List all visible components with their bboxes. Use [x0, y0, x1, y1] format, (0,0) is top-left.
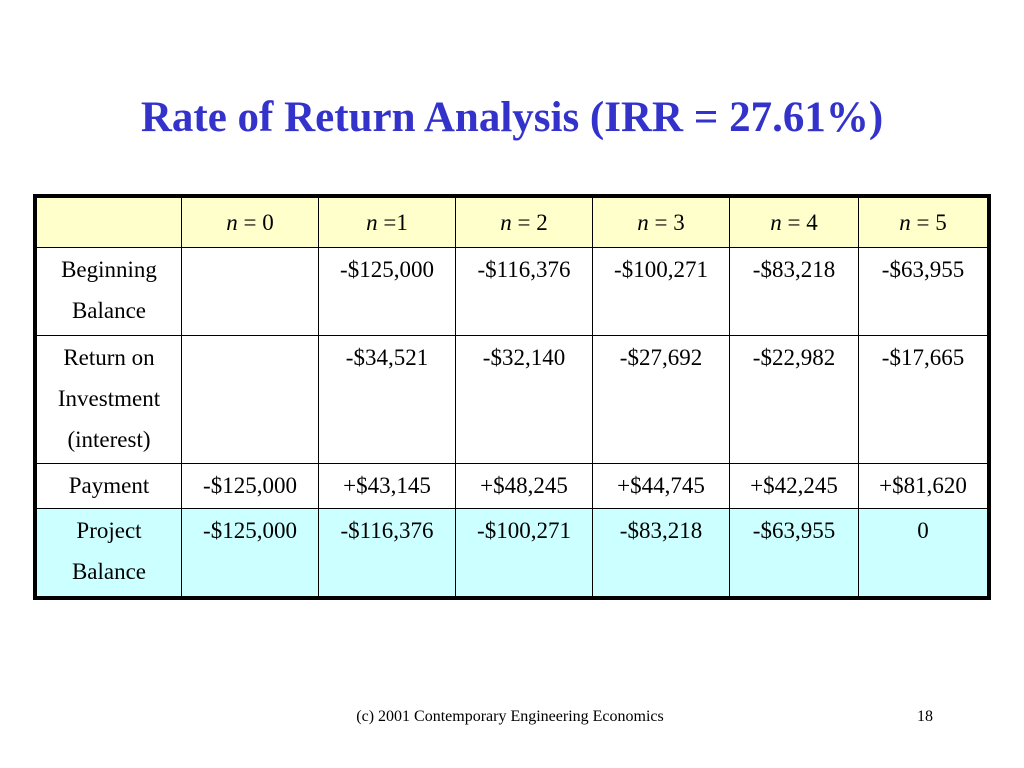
table-cell: -$116,376 — [456, 248, 593, 336]
table-header-row — [37, 198, 988, 248]
table-cell: +$44,745 — [593, 464, 730, 509]
row-label-return-on-investment: Return on Investment (interest) — [37, 336, 182, 464]
row-label-payment: Payment — [37, 464, 182, 509]
table-cell: 0 — [859, 509, 988, 597]
table-row-beginning-balance — [37, 248, 988, 336]
header-period-2: n = 2 — [456, 198, 593, 248]
header-period-5: n = 5 — [859, 198, 988, 248]
rate-of-return-table-frame — [33, 194, 991, 600]
table-cell: -$32,140 — [456, 336, 593, 464]
table-cell: -$22,982 — [730, 336, 859, 464]
header-period-4: n = 4 — [730, 198, 859, 248]
row-label-beginning-balance: Beginning Balance — [37, 248, 182, 336]
footer-copyright: (c) 2001 Contemporary Engineering Economics — [356, 708, 664, 725]
table-cell: +$42,245 — [730, 464, 859, 509]
table-cell: +$43,145 — [319, 464, 456, 509]
header-period-3: n = 3 — [593, 198, 730, 248]
table-cell: -$100,271 — [456, 509, 593, 597]
table-cell: -$100,271 — [593, 248, 730, 336]
table-cell: -$63,955 — [859, 248, 988, 336]
rate-of-return-table — [36, 197, 988, 597]
table-row-return-on-investment — [37, 336, 988, 464]
table-row-project-balance — [37, 509, 988, 597]
table-cell: -$27,692 — [593, 336, 730, 464]
table-cell: -$116,376 — [319, 509, 456, 597]
table-cell: -$34,521 — [319, 336, 456, 464]
table-cell: -$63,955 — [730, 509, 859, 597]
table-cell: -$125,000 — [182, 509, 319, 597]
header-period-1: n =1 — [319, 198, 456, 248]
table-row-payment — [37, 464, 988, 509]
table-cell: -$83,218 — [593, 509, 730, 597]
slide-title: Rate of Return Analysis (IRR = 27.61%) — [140, 94, 884, 141]
table-cell: -$83,218 — [730, 248, 859, 336]
table-cell — [182, 248, 319, 336]
header-corner-cell — [37, 198, 182, 248]
table-cell: -$125,000 — [182, 464, 319, 509]
table-cell: -$125,000 — [319, 248, 456, 336]
table-cell: -$17,665 — [859, 336, 988, 464]
row-label-project-balance: Project Balance — [37, 509, 182, 597]
page-number: 18 — [917, 708, 933, 725]
table-cell — [182, 336, 319, 464]
table-cell: +$81,620 — [859, 464, 988, 509]
table-cell: +$48,245 — [456, 464, 593, 509]
header-period-0: n = 0 — [182, 198, 319, 248]
